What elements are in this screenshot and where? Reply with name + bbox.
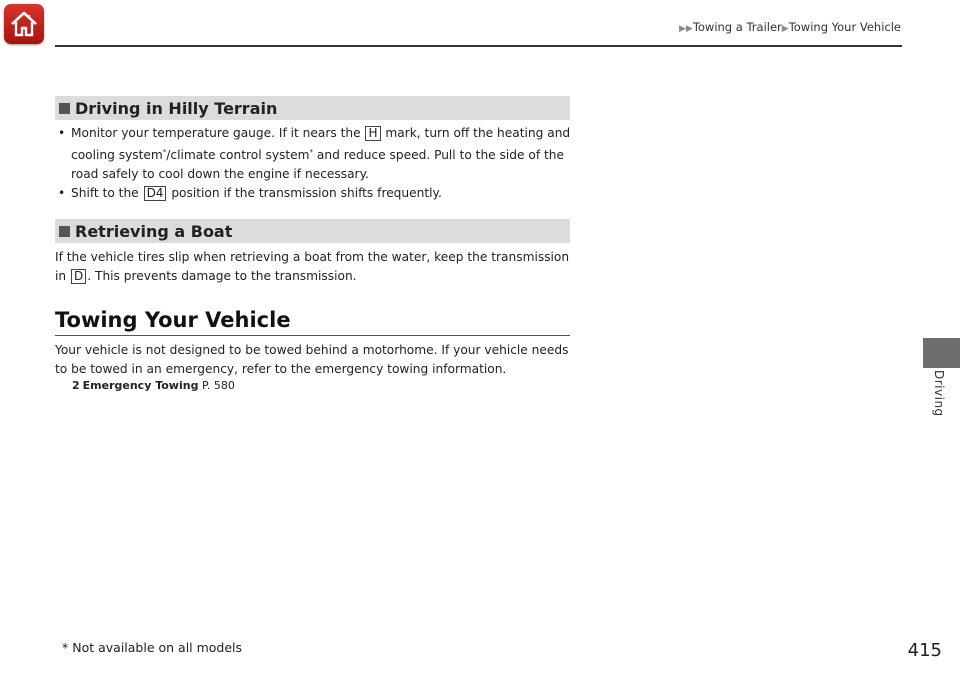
bullet-dot-icon: • xyxy=(58,126,66,140)
breadcrumb-link-towing-trailer[interactable]: Towing a Trailer xyxy=(692,20,782,34)
reference-arrow-icon: 2 xyxy=(72,379,80,392)
breadcrumb-current: Towing Your Vehicle xyxy=(788,20,901,34)
section-heading-retrieving-boat xyxy=(55,219,570,243)
section-title: Driving in Hilly Terrain xyxy=(75,98,278,118)
breadcrumb-arrow: ▶▶ xyxy=(678,24,693,34)
footnote-marker: * xyxy=(162,148,167,156)
list-item xyxy=(58,184,573,203)
paragraph-towing: Your vehicle is not designed to be towed behind a motorhome. If your vehicle needs to be towed in an emergency, refer to the emergency towing information. xyxy=(55,343,569,376)
section-title: Retrieving a Boat xyxy=(75,221,233,241)
heading-divider xyxy=(55,335,570,336)
heading-towing-your-vehicle: Towing Your Vehicle xyxy=(55,308,291,332)
text: Shift to the xyxy=(71,186,139,201)
paragraph-retrieving-boat xyxy=(55,248,570,286)
header-divider xyxy=(55,45,902,47)
text: Monitor your temperature gauge. If it nears the xyxy=(71,126,361,140)
footnote: * Not available on all models xyxy=(62,640,243,655)
square-bullet-icon xyxy=(59,103,70,114)
text: and reduce speed. Pull to the side of the road safely to cool down the engine if necessary. xyxy=(71,148,565,182)
xref-title: Emergency Towing xyxy=(82,379,199,392)
bullet-dot-icon: • xyxy=(58,186,66,201)
d4-position-indicator: D4 xyxy=(144,186,167,201)
text: /climate control system xyxy=(166,148,310,163)
breadcrumb-arrow: ▶ xyxy=(781,24,789,34)
text: mark, turn off the heating and cooling system xyxy=(71,126,571,163)
section-heading-hilly-terrain xyxy=(55,96,570,120)
d-position-indicator: D xyxy=(71,269,86,284)
chapter-label: Driving xyxy=(932,370,946,417)
text: If the vehicle tires slip when retrieving a boat from the water, keep the transmission in xyxy=(55,250,570,283)
cross-reference-link[interactable] xyxy=(72,379,235,392)
text: position if the transmission shifts frequently. xyxy=(171,186,442,201)
gauge-h-indicator: H xyxy=(365,126,380,141)
list-item xyxy=(58,124,573,184)
text: . This prevents damage to the transmission. xyxy=(87,269,357,283)
bullet-list xyxy=(58,124,573,203)
breadcrumb xyxy=(679,20,901,34)
home-icon xyxy=(9,10,39,38)
page-number: 415 xyxy=(907,640,942,661)
xref-page: P. 580 xyxy=(201,379,235,392)
home-button[interactable] xyxy=(4,4,44,44)
footnote-marker: * xyxy=(309,148,314,156)
square-bullet-icon xyxy=(59,226,70,237)
chapter-tab[interactable] xyxy=(923,338,960,368)
